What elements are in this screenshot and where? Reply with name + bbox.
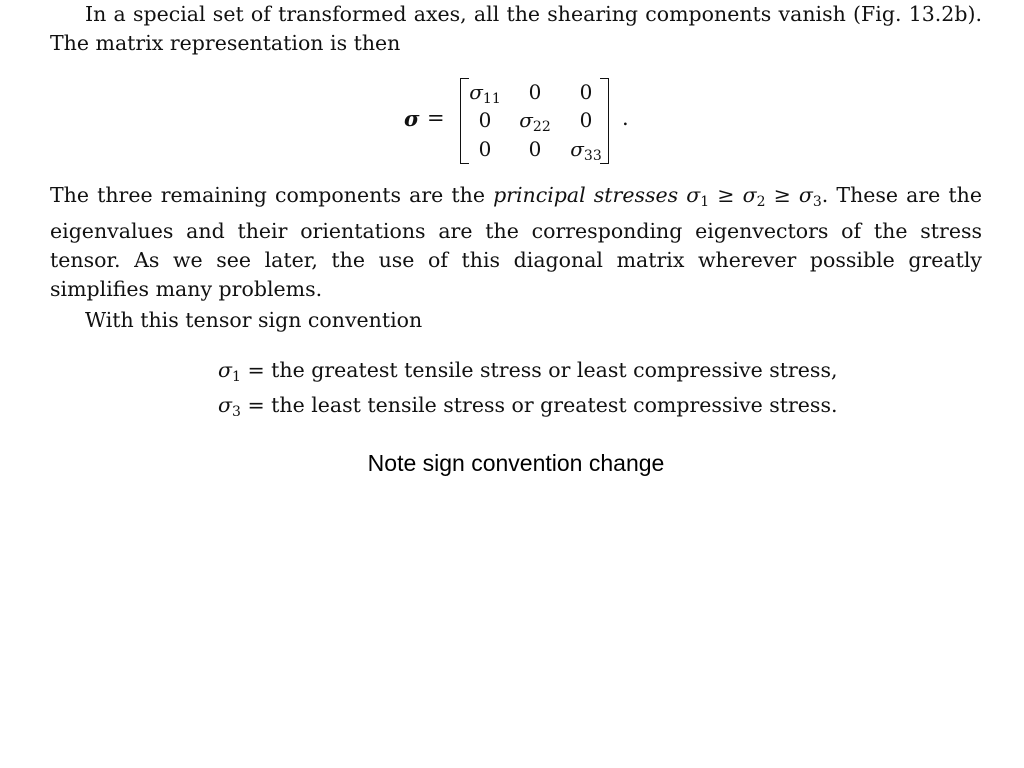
principal-stresses-term: principal stresses [493,183,679,207]
paragraph1-line1: In a special set of transformed axes, all the shearing components vanish (Fig. 13.2b). [85,2,982,26]
paragraph3-text: With this tensor sign convention [85,308,423,332]
matrix-cell-r3c1: 0 [478,137,492,161]
paragraph-principal-axes [50,0,982,58]
matrix-cell-r1c3: 0 [579,80,593,104]
paragraph-sign-convention [85,306,685,335]
matrix-cell-r2c3: 0 [579,108,593,132]
sign-convention-note: Note sign convention change [367,450,665,476]
stress-inequality: $\sigma_1 \ge \sigma_2 \ge \sigma_3$. [686,183,829,210]
matrix-cell-r3c3: $\sigma_{33}$ [570,137,602,164]
matrix-cell-r1c1: $\sigma_{11}$ [469,80,501,107]
sigma3-definition-text: = the least tensile stress or greatest compressive stress. [247,393,838,417]
matrix-cell-r3c2: 0 [528,137,542,161]
matrix-cell-r2c2: $\sigma_{22}$ [519,108,551,135]
sigma1-definition: $\sigma_1$ = the greatest tensile stress or least compressive stress, [218,358,838,385]
matrix-cell-r1c2: 0 [528,80,542,104]
paragraph2-text-after: These are the eigenvalues and their orientations are the corresponding eigenvectors of the stress tensor. As we see later, the use of this diagonal matrix wherever possible greatly simplifies many problems. [50,183,982,301]
sigma3-definition: $\sigma_3$ = the least tensile stress or greatest compressive stress. [218,393,838,420]
sigma1-definition-text: = the greatest tensile stress or least compressive stress, [247,358,838,382]
sigma-tensor-symbol: σ [404,106,420,131]
paragraph-principal-stresses [50,181,982,304]
equation-period: . [622,106,629,130]
equals-sign: = [427,106,445,130]
paragraph2-text-before: The three remaining components are the [50,183,485,207]
matrix-cell-r2c1: 0 [478,108,492,132]
paragraph1-line2: The matrix representation is then [50,31,401,55]
matrix-right-bracket [600,78,609,164]
